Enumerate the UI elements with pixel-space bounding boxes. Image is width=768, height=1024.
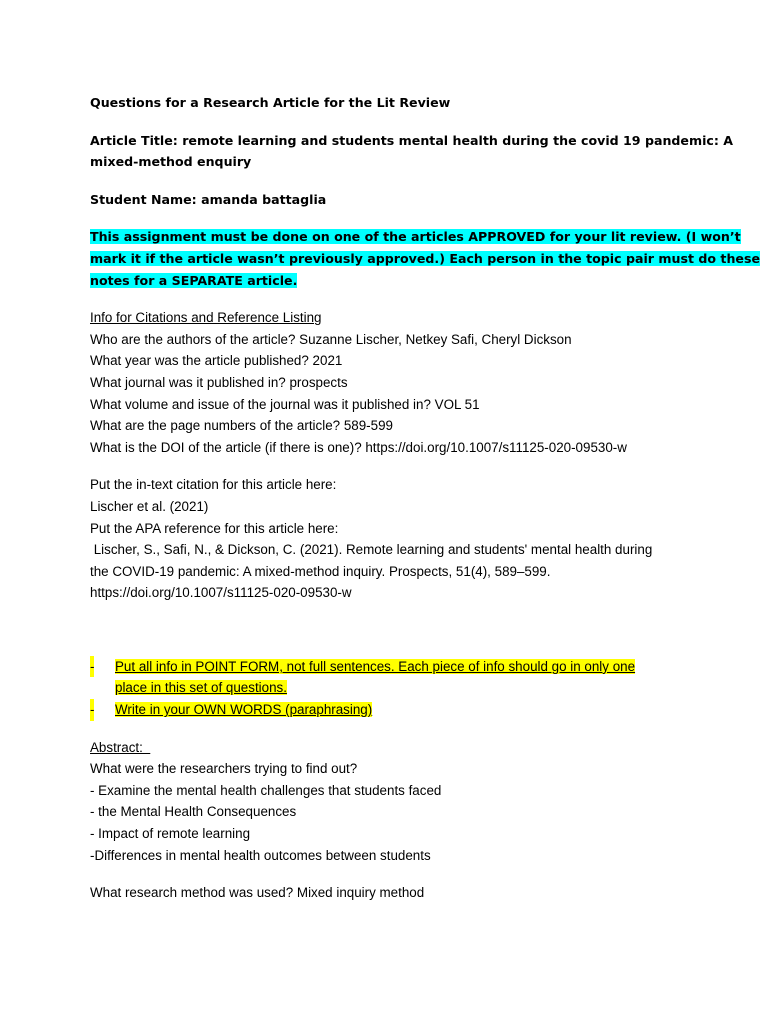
citation-heading: Info for Citations and Reference Listing bbox=[90, 310, 322, 326]
abstract-heading: Abstract: bbox=[90, 739, 151, 755]
apa-line-3: https://doi.org/10.1007/s11125-020-09530-w bbox=[90, 585, 352, 601]
intext-value: Lischer et al. (2021) bbox=[90, 498, 209, 514]
abstract-point: - Examine the mental health challenges that students faced bbox=[90, 782, 442, 798]
notice-line-2: mark it if the article wasn’t previously approved.) Each person in the topic pair must do these bbox=[90, 250, 760, 266]
approval-notice bbox=[90, 226, 760, 291]
authors-line: Who are the authors of the article? Suzanne Lischer, Netkey Safi, Cheryl Dickson bbox=[90, 331, 572, 347]
bullet-dash: - bbox=[90, 656, 94, 678]
instruction-item-own-words bbox=[90, 699, 690, 721]
citation-section bbox=[90, 307, 690, 604]
apa-line-1: Lischer, S., Safi, N., & Dickson, C. (2021). Remote learning and students' mental health during bbox=[90, 542, 653, 558]
abstract-question: What were the researchers trying to find out? bbox=[90, 761, 358, 777]
notice-line-3: notes for a SEPARATE article. bbox=[90, 272, 298, 288]
journal-line: What journal was it published in? prospects bbox=[90, 374, 348, 390]
document-body bbox=[90, 92, 760, 904]
volume-line: What volume and issue of the journal was it published in? VOL 51 bbox=[90, 396, 480, 412]
article-title-line-1: Article Title: remote learning and students mental health during the covid 19 pandemic: A bbox=[90, 132, 734, 148]
instruction-2: Write in your OWN WORDS (paraphrasing) bbox=[115, 702, 373, 718]
instructions-list bbox=[90, 656, 690, 721]
article-title-line-2: mixed-method enquiry bbox=[90, 154, 252, 170]
abstract-point: - the Mental Health Consequences bbox=[90, 804, 297, 820]
year-line: What year was the article published? 2021 bbox=[90, 353, 343, 369]
method-line: What research method was used? Mixed inquiry method bbox=[90, 885, 425, 901]
abstract-section bbox=[90, 737, 690, 904]
doi-line: What is the DOI of the article (if there is one)? https://doi.org/10.1007/s11125-020-09530-w bbox=[90, 439, 627, 455]
notice-line-1: This assignment must be done on one of the articles APPROVED for your lit review. (I won’t bbox=[90, 229, 741, 245]
instruction-item-point-form bbox=[90, 656, 690, 699]
instruction-1-line-2: place in this set of questions. bbox=[115, 680, 287, 696]
document-title: Questions for a Research Article for the Lit Review bbox=[90, 95, 451, 110]
abstract-point: - Impact of remote learning bbox=[90, 826, 251, 842]
apa-line-2: the COVID-19 pandemic: A mixed-method inquiry. Prospects, 51(4), 589–599. bbox=[90, 563, 551, 579]
bullet-dash: - bbox=[90, 699, 94, 721]
apa-prompt: Put the APA reference for this article here: bbox=[90, 520, 339, 536]
intext-prompt: Put the in-text citation for this article here: bbox=[90, 477, 337, 493]
student-name: Student Name: amanda battaglia bbox=[90, 191, 327, 207]
instruction-1-line-1: Put all info in POINT FORM, not full sentences. Each piece of info should go in only one bbox=[115, 658, 636, 674]
pages-line: What are the page numbers of the article? 589-599 bbox=[90, 418, 393, 434]
abstract-point: -Differences in mental health outcomes between students bbox=[90, 847, 431, 863]
